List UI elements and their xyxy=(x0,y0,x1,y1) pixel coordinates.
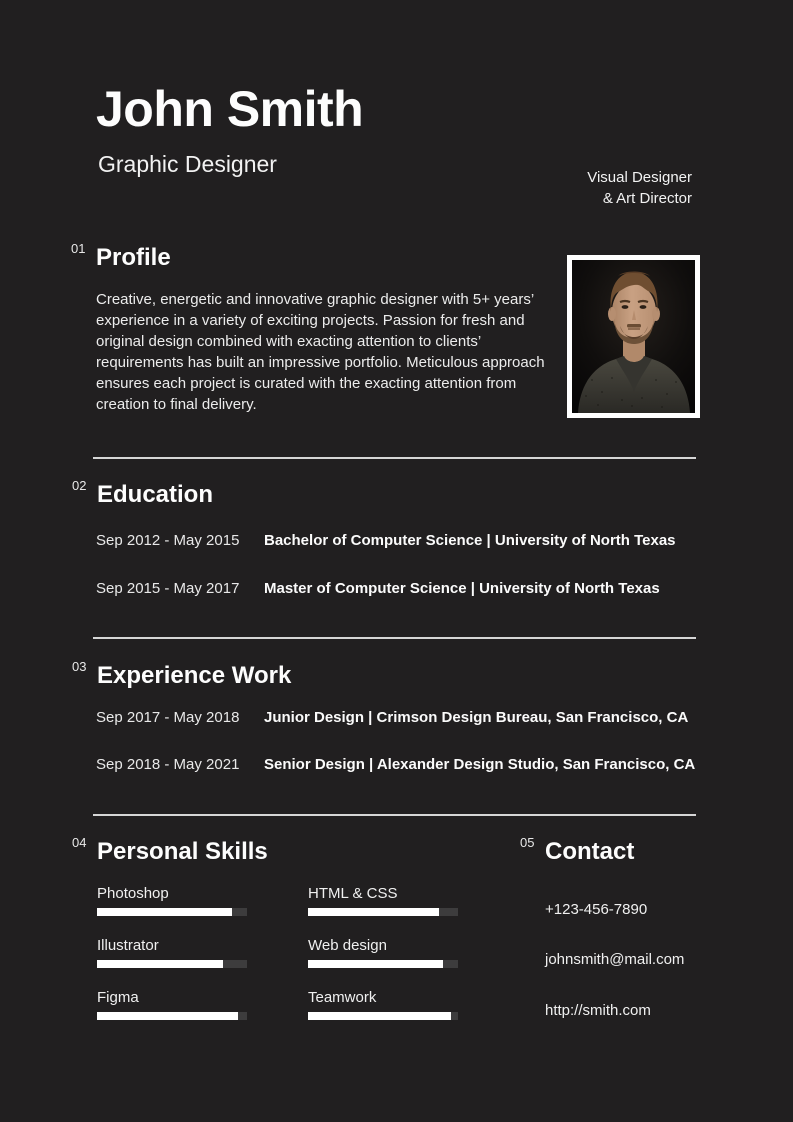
skill-label: Illustrator xyxy=(97,937,159,954)
experience-section-number: 03 xyxy=(72,659,87,674)
skill-progress-bar xyxy=(97,908,247,916)
skill-progress-fill xyxy=(308,908,439,916)
skill-progress-fill xyxy=(308,960,443,968)
contact-title: Contact xyxy=(545,838,635,865)
skill-item xyxy=(308,884,519,936)
role-tagline xyxy=(587,167,692,209)
education-heading xyxy=(72,478,214,509)
experience-entry xyxy=(96,709,696,727)
skill-progress-fill xyxy=(97,908,232,916)
contact-section-number: 05 xyxy=(520,835,535,850)
contact-heading xyxy=(520,835,635,866)
skill-progress-fill xyxy=(308,1012,451,1020)
contact-email: johnsmith@mail.com xyxy=(545,951,685,968)
person-name: John Smith xyxy=(96,81,364,137)
role-line-1: Visual Designer xyxy=(587,169,692,186)
experience-title: Experience Work xyxy=(97,662,292,689)
skill-progress-fill xyxy=(97,960,223,968)
education-dates: Sep 2015 - May 2017 xyxy=(96,580,240,597)
skill-progress-bar xyxy=(97,1012,247,1020)
skill-label: Figma xyxy=(97,989,139,1006)
skills-title: Personal Skills xyxy=(97,838,268,865)
education-entry xyxy=(96,580,696,598)
skill-label: Photoshop xyxy=(97,885,169,902)
education-title: Education xyxy=(97,481,214,508)
education-dates: Sep 2012 - May 2015 xyxy=(96,532,240,549)
profile-heading xyxy=(71,241,171,272)
education-detail: Master of Computer Science | University of North Texas xyxy=(264,580,660,597)
contact-phone: +123-456-7890 xyxy=(545,901,648,918)
profile-title: Profile xyxy=(96,244,171,271)
skill-label: Web design xyxy=(308,937,387,954)
skills-grid xyxy=(97,884,519,1040)
skill-label: HTML & CSS xyxy=(308,885,398,902)
skill-item xyxy=(308,988,519,1040)
experience-detail: Junior Design | Crimson Design Bureau, San Francisco, CA xyxy=(264,709,689,726)
profile-section-number: 01 xyxy=(71,241,86,256)
skill-label: Teamwork xyxy=(308,989,377,1006)
experience-detail: Senior Design | Alexander Design Studio, San Francisco, CA xyxy=(264,756,696,773)
skill-item xyxy=(97,936,308,988)
experience-heading xyxy=(72,659,292,690)
section-divider xyxy=(93,814,696,816)
skill-item xyxy=(97,988,308,1040)
contact-website: http://smith.com xyxy=(545,1002,651,1019)
skill-progress-bar xyxy=(97,960,247,968)
education-detail: Bachelor of Computer Science | University of North Texas xyxy=(264,532,676,549)
section-divider xyxy=(93,457,696,459)
role-line-2: & Art Director xyxy=(602,190,692,207)
section-divider xyxy=(93,637,696,639)
experience-entry xyxy=(96,756,696,774)
skill-progress-fill xyxy=(97,1012,238,1020)
portrait-illustration xyxy=(572,260,695,413)
skill-progress-bar xyxy=(308,960,458,968)
skill-item xyxy=(308,936,519,988)
skill-item xyxy=(97,884,308,936)
skills-heading xyxy=(72,835,268,866)
skills-section-number: 04 xyxy=(72,835,87,850)
skill-progress-bar xyxy=(308,908,458,916)
education-section-number: 02 xyxy=(72,478,87,493)
experience-dates: Sep 2018 - May 2021 xyxy=(96,756,240,773)
person-job-title: Graphic Designer xyxy=(98,151,277,177)
skill-progress-bar xyxy=(308,1012,458,1020)
education-entry xyxy=(96,532,696,550)
experience-dates: Sep 2017 - May 2018 xyxy=(96,709,240,726)
portrait-photo xyxy=(567,255,700,418)
profile-body-text: Creative, energetic and innovative graphic designer with 5+ years’ experience in a variety of exciting projects. Passion for fresh and original design combined with exacting attention to clients’ requirements has built an impressive portfolio. Meticulous approach ensures each project is curated with the exacting attention from creation to final delivery. xyxy=(96,291,545,413)
